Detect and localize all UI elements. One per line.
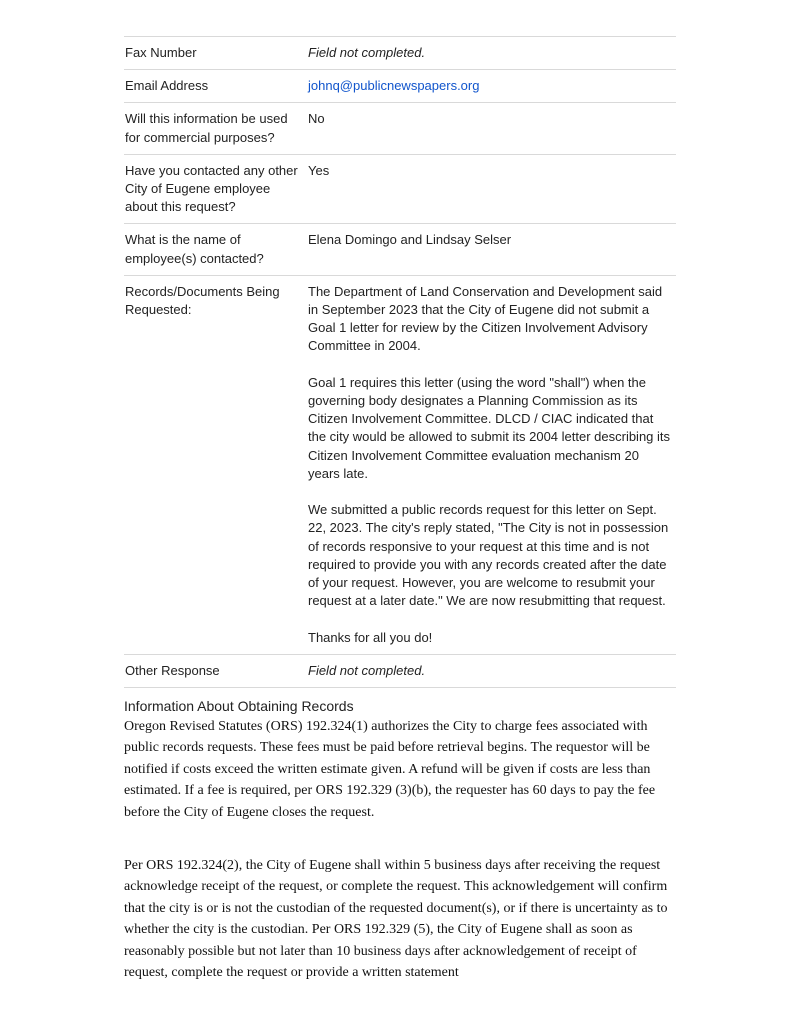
records-value <box>307 275 676 654</box>
records-paragraph-3: We submitted a public records request for this letter on Sept. 22, 2023. The city's reply stated, "The City is not in possession of records responsive to your request at this time and is not required to provide you with any records created after the date of your request. However, you are welcome to resubmit your request at a later date." We are now resubmitting that request. <box>308 502 669 609</box>
fax-label: Fax Number <box>125 45 197 60</box>
other-label: Other Response <box>125 662 220 678</box>
info-paragraph-1: Oregon Revised Statutes (ORS) 192.324(1) authorizes the City to charge fees associated with public records requests. These fees must be paid before retrieval begins. The requestor will be notified if costs exceed the written estimate given. A refund will be given if costs are less than estimated. If a fee is required, per ORS 192.329 (3)(b), the requester has 60 days to pay the fee before the City of Eugene closes the request. <box>124 719 656 820</box>
contact-names-label: What is the name of employee(s) contacted? <box>125 232 264 266</box>
records-label: Records/Documents Being Requested: <box>125 283 280 318</box>
document-page <box>124 36 676 984</box>
contacted-label: Have you contacted any other City of Eugene employee about this request? <box>125 162 298 215</box>
records-paragraph-1: The Department of Land Conservation and Development said in September 2023 that the City of Eugene did not submit a Goal 1 letter for review by the Citizen Involvement Advisory Committee in 2004. <box>308 283 663 354</box>
commercial-value: No <box>308 111 325 127</box>
fax-value: Field not completed. <box>308 45 426 60</box>
email-value-cell <box>307 70 676 103</box>
contact-names-value: Elena Domingo and Lindsay Selser <box>308 232 512 248</box>
table-row-email <box>124 70 676 103</box>
table-row-commercial <box>124 103 676 154</box>
table-row-other <box>124 654 676 687</box>
table-row-contacted <box>124 154 676 224</box>
email-link[interactable]: johnq@publicnewspapers.org <box>308 78 480 94</box>
info-heading: Information About Obtaining Records <box>124 698 354 715</box>
commercial-label: Will this information be used for commercial purposes? <box>125 111 288 145</box>
records-paragraph-2: Goal 1 requires this letter (using the word "shall") when the governing body designates a Planning Commission as its Citizen Involvement Committee. DLCD / CIAC indicated that the city would be allowed to submit its 2004 letter describing its Citizen Involvement Committee evaluation mechanism 20 years late. <box>308 374 671 481</box>
contacted-value: Yes <box>308 162 330 178</box>
submission-table <box>124 36 676 688</box>
table-row-fax <box>124 37 676 70</box>
other-value: Field not completed. <box>308 662 426 678</box>
email-label: Email Address <box>125 78 209 94</box>
table-row-records <box>124 275 676 654</box>
info-paragraph-2: Per ORS 192.324(2), the City of Eugene shall within 5 business days after receiving the request acknowledge receipt of the request, or complete the request. This acknowledgement will confirm that the city is or is not the custodian of the requested document(s), or if there is uncertainty as to whether the city is the custodian. Per ORS 192.329 (5), the City of Eugene shall as soon as reasonably possible but not later than 10 business days after acknowledgement of receipt of request, complete the request or provide a written statement <box>124 858 668 981</box>
table-row-contact-names <box>124 224 676 275</box>
records-paragraph-4: Thanks for all you do! <box>308 629 433 645</box>
